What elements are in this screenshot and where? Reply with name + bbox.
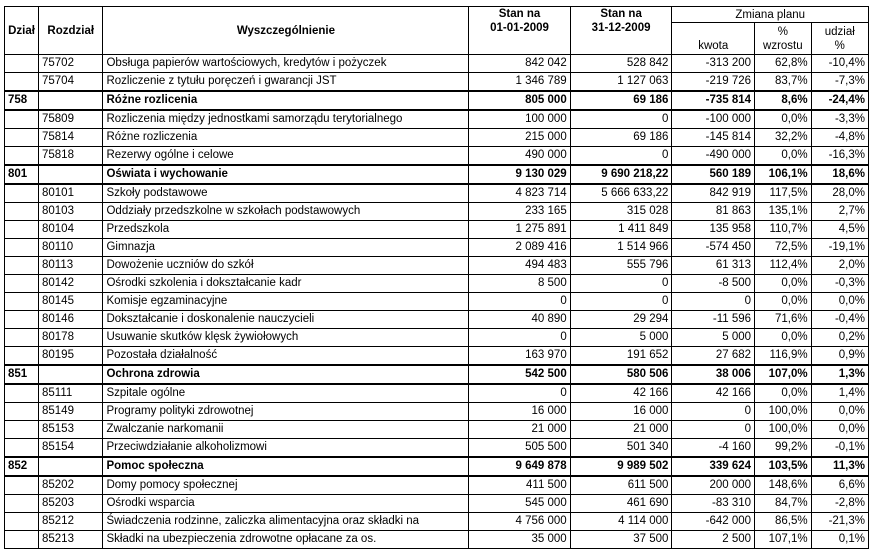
cell-dzial [5, 329, 39, 347]
cell-proc-wzrostu: 148,6% [755, 476, 812, 495]
cell-stan-koniec: 580 506 [570, 365, 672, 384]
cell-stan-koniec: 5 666 633,22 [570, 184, 672, 203]
table-header [5, 7, 869, 55]
cell-udzial: 6,6% [811, 476, 868, 495]
table-row [5, 129, 869, 147]
cell-stan-koniec: 5 000 [570, 329, 672, 347]
cell-name: Pomoc społeczna [103, 457, 469, 476]
cell-kwota: 339 624 [672, 457, 755, 476]
cell-kwota: -219 726 [672, 73, 755, 92]
cell-stan-poczatek: 411 500 [469, 476, 570, 495]
cell-stan-poczatek: 16 000 [469, 403, 570, 421]
cell-stan-poczatek: 100 000 [469, 110, 570, 129]
cell-name: Szpitale ogólne [103, 384, 469, 403]
cell-dzial [5, 293, 39, 311]
cell-udzial: 28,0% [811, 184, 868, 203]
budget-table [4, 6, 869, 549]
cell-udzial: 0,9% [811, 347, 868, 366]
header-zmiana-planu: Zmiana planu [672, 7, 869, 23]
table-row [5, 203, 869, 221]
cell-name: Ośrodki szkolenia i dokształcanie kadr [103, 275, 469, 293]
table-row [5, 476, 869, 495]
cell-udzial: -7,3% [811, 73, 868, 92]
cell-udzial: -0,4% [811, 311, 868, 329]
cell-udzial: -4,8% [811, 129, 868, 147]
cell-stan-koniec: 555 796 [570, 257, 672, 275]
cell-kwota: -642 000 [672, 513, 755, 531]
cell-stan-poczatek: 8 500 [469, 275, 570, 293]
cell-stan-poczatek: 9 649 878 [469, 457, 570, 476]
cell-rozdzial: 80110 [38, 239, 103, 257]
table-row [5, 531, 869, 549]
header-udzial-line2: % [834, 39, 845, 52]
cell-proc-wzrostu: 112,4% [755, 257, 812, 275]
cell-name: Dowożenie uczniów do szkół [103, 257, 469, 275]
cell-udzial: 0,0% [811, 403, 868, 421]
cell-rozdzial: 75702 [38, 55, 103, 73]
cell-name: Komisje egzaminacyjne [103, 293, 469, 311]
cell-proc-wzrostu: 107,1% [755, 531, 812, 549]
cell-dzial [5, 347, 39, 366]
cell-stan-poczatek: 35 000 [469, 531, 570, 549]
cell-stan-koniec: 29 294 [570, 311, 672, 329]
cell-proc-wzrostu: 100,0% [755, 403, 812, 421]
cell-kwota: 61 313 [672, 257, 755, 275]
section-row [5, 165, 869, 184]
cell-kwota: -145 814 [672, 129, 755, 147]
table-row [5, 239, 869, 257]
cell-udzial: 2,0% [811, 257, 868, 275]
cell-stan-poczatek: 490 000 [469, 147, 570, 166]
cell-udzial: 0,2% [811, 329, 868, 347]
cell-rozdzial: 80101 [38, 184, 103, 203]
cell-udzial: 1,3% [811, 365, 868, 384]
cell-rozdzial: 80146 [38, 311, 103, 329]
header-proc-wzrostu [755, 23, 812, 55]
cell-kwota: 0 [672, 293, 755, 311]
cell-stan-poczatek: 1 346 789 [469, 73, 570, 92]
cell-stan-poczatek: 842 042 [469, 55, 570, 73]
cell-rozdzial: 85212 [38, 513, 103, 531]
cell-udzial: 1,4% [811, 384, 868, 403]
cell-name: Rezerwy ogólne i celowe [103, 147, 469, 166]
cell-stan-poczatek: 0 [469, 384, 570, 403]
cell-name: Przeciwdziałanie alkoholizmowi [103, 439, 469, 458]
cell-name: Domy pomocy społecznej [103, 476, 469, 495]
cell-stan-koniec: 0 [570, 293, 672, 311]
header-stan-poczatek-line1: Stan na [498, 8, 541, 20]
cell-kwota: 2 500 [672, 531, 755, 549]
cell-stan-koniec: 0 [570, 110, 672, 129]
header-rozdzial: Rozdział [38, 7, 103, 55]
cell-rozdzial [38, 91, 103, 110]
cell-kwota: -8 500 [672, 275, 755, 293]
cell-name: Pozostała działalność [103, 347, 469, 366]
cell-proc-wzrostu: 71,6% [755, 311, 812, 329]
cell-udzial: 4,5% [811, 221, 868, 239]
cell-proc-wzrostu: 0,0% [755, 384, 812, 403]
cell-proc-wzrostu: 106,1% [755, 165, 812, 184]
header-stan-koniec [570, 7, 672, 55]
header-proc-wzrostu-line2: wzrostu [763, 39, 803, 52]
cell-rozdzial: 85202 [38, 476, 103, 495]
cell-stan-koniec: 0 [570, 147, 672, 166]
header-wyszczegolnienie: Wyszczególnienie [103, 7, 469, 55]
table-row [5, 329, 869, 347]
cell-dzial: 852 [5, 457, 39, 476]
cell-name: Świadczenia rodzinne, zaliczka alimentacyjna oraz składki na [103, 513, 469, 531]
cell-rozdzial: 75814 [38, 129, 103, 147]
cell-kwota: 27 682 [672, 347, 755, 366]
cell-rozdzial: 85213 [38, 531, 103, 549]
table-row [5, 439, 869, 458]
cell-udzial: -10,4% [811, 55, 868, 73]
cell-kwota: 135 958 [672, 221, 755, 239]
cell-stan-poczatek: 505 500 [469, 439, 570, 458]
cell-name: Przedszkola [103, 221, 469, 239]
table-row [5, 275, 869, 293]
cell-stan-poczatek: 4 823 714 [469, 184, 570, 203]
table-row [5, 421, 869, 439]
table-row [5, 221, 869, 239]
cell-stan-koniec: 315 028 [570, 203, 672, 221]
header-proc-wzrostu-line1: % [777, 25, 788, 38]
cell-rozdzial: 80103 [38, 203, 103, 221]
cell-stan-poczatek: 545 000 [469, 495, 570, 513]
cell-dzial [5, 531, 39, 549]
cell-proc-wzrostu: 86,5% [755, 513, 812, 531]
cell-dzial [5, 311, 39, 329]
cell-proc-wzrostu: 99,2% [755, 439, 812, 458]
header-stan-koniec-line1: Stan na [600, 8, 642, 20]
cell-stan-koniec: 37 500 [570, 531, 672, 549]
cell-rozdzial: 75809 [38, 110, 103, 129]
header-udzial-line1: udział [824, 25, 855, 38]
cell-dzial [5, 495, 39, 513]
table-row [5, 257, 869, 275]
cell-rozdzial: 75818 [38, 147, 103, 166]
cell-rozdzial: 75704 [38, 73, 103, 92]
cell-name: Programy polityki zdrowotnej [103, 403, 469, 421]
cell-stan-koniec: 9 690 218,22 [570, 165, 672, 184]
cell-name: Zwalczanie narkomanii [103, 421, 469, 439]
cell-stan-poczatek: 4 756 000 [469, 513, 570, 531]
cell-proc-wzrostu: 62,8% [755, 55, 812, 73]
cell-udzial: -3,3% [811, 110, 868, 129]
cell-stan-poczatek: 9 130 029 [469, 165, 570, 184]
cell-udzial: -24,4% [811, 91, 868, 110]
cell-dzial [5, 513, 39, 531]
cell-name: Obsługa papierów wartościowych, kredytów i pożyczek [103, 55, 469, 73]
cell-kwota: -735 814 [672, 91, 755, 110]
cell-stan-koniec: 4 114 000 [570, 513, 672, 531]
cell-kwota: -313 200 [672, 55, 755, 73]
cell-name: Rozliczenia między jednostkami samorządu terytorialnego [103, 110, 469, 129]
cell-stan-poczatek: 215 000 [469, 129, 570, 147]
cell-stan-poczatek: 163 970 [469, 347, 570, 366]
cell-udzial: 2,7% [811, 203, 868, 221]
cell-kwota: -83 310 [672, 495, 755, 513]
cell-kwota: -574 450 [672, 239, 755, 257]
cell-kwota: 842 919 [672, 184, 755, 203]
table-row [5, 311, 869, 329]
section-row [5, 365, 869, 384]
cell-rozdzial: 85154 [38, 439, 103, 458]
cell-proc-wzrostu: 0,0% [755, 147, 812, 166]
cell-stan-koniec: 21 000 [570, 421, 672, 439]
cell-dzial: 801 [5, 165, 39, 184]
cell-stan-poczatek: 21 000 [469, 421, 570, 439]
header-dzial: Dział [5, 7, 39, 55]
cell-kwota: -100 000 [672, 110, 755, 129]
cell-name: Usuwanie skutków klęsk żywiołowych [103, 329, 469, 347]
cell-rozdzial: 85203 [38, 495, 103, 513]
cell-kwota: -11 596 [672, 311, 755, 329]
cell-stan-koniec: 1 514 966 [570, 239, 672, 257]
cell-name: Oświata i wychowanie [103, 165, 469, 184]
cell-proc-wzrostu: 116,9% [755, 347, 812, 366]
table-row [5, 73, 869, 92]
cell-dzial [5, 73, 39, 92]
cell-stan-koniec: 0 [570, 275, 672, 293]
cell-stan-poczatek: 2 089 416 [469, 239, 570, 257]
table-row [5, 403, 869, 421]
cell-name: Ośrodki wsparcia [103, 495, 469, 513]
cell-name: Różne rozliczenia [103, 129, 469, 147]
cell-kwota: 560 189 [672, 165, 755, 184]
cell-stan-poczatek: 494 483 [469, 257, 570, 275]
cell-proc-wzrostu: 0,0% [755, 329, 812, 347]
header-stan-koniec-line2: 31-12-2009 [591, 22, 651, 34]
cell-name: Oddziały przedszkolne w szkołach podstawowych [103, 203, 469, 221]
cell-stan-poczatek: 233 165 [469, 203, 570, 221]
table-row [5, 347, 869, 366]
cell-dzial [5, 257, 39, 275]
cell-rozdzial: 80178 [38, 329, 103, 347]
cell-dzial [5, 203, 39, 221]
cell-stan-koniec: 1 411 849 [570, 221, 672, 239]
cell-rozdzial: 85153 [38, 421, 103, 439]
cell-kwota: 5 000 [672, 329, 755, 347]
cell-proc-wzrostu: 0,0% [755, 110, 812, 129]
cell-dzial [5, 184, 39, 203]
cell-dzial [5, 239, 39, 257]
cell-kwota: 0 [672, 403, 755, 421]
cell-proc-wzrostu: 110,7% [755, 221, 812, 239]
table-row [5, 147, 869, 166]
header-stan-poczatek-line2: 01-01-2009 [490, 22, 549, 34]
table-body [5, 55, 869, 549]
cell-proc-wzrostu: 117,5% [755, 184, 812, 203]
cell-proc-wzrostu: 100,0% [755, 421, 812, 439]
cell-name: Składki na ubezpieczenia zdrowotne opłacane za os. [103, 531, 469, 549]
cell-rozdzial: 85149 [38, 403, 103, 421]
cell-kwota: -490 000 [672, 147, 755, 166]
cell-dzial [5, 439, 39, 458]
cell-udzial: -0,3% [811, 275, 868, 293]
cell-rozdzial [38, 457, 103, 476]
cell-dzial: 851 [5, 365, 39, 384]
cell-dzial [5, 147, 39, 166]
cell-name: Dokształcanie i doskonalenie nauczycieli [103, 311, 469, 329]
cell-dzial [5, 221, 39, 239]
cell-name: Szkoły podstawowe [103, 184, 469, 203]
cell-proc-wzrostu: 0,0% [755, 275, 812, 293]
cell-proc-wzrostu: 32,2% [755, 129, 812, 147]
cell-kwota: 81 863 [672, 203, 755, 221]
cell-stan-koniec: 16 000 [570, 403, 672, 421]
cell-stan-poczatek: 40 890 [469, 311, 570, 329]
cell-dzial [5, 275, 39, 293]
cell-proc-wzrostu: 8,6% [755, 91, 812, 110]
cell-proc-wzrostu: 103,5% [755, 457, 812, 476]
cell-name: Różne rozlicenia [103, 91, 469, 110]
cell-stan-poczatek: 0 [469, 329, 570, 347]
cell-stan-poczatek: 542 500 [469, 365, 570, 384]
cell-udzial: 0,1% [811, 531, 868, 549]
cell-stan-poczatek: 1 275 891 [469, 221, 570, 239]
header-kwota: kwota [672, 23, 755, 55]
cell-dzial [5, 129, 39, 147]
cell-stan-koniec: 461 690 [570, 495, 672, 513]
cell-udzial: 0,0% [811, 293, 868, 311]
cell-stan-koniec: 1 127 063 [570, 73, 672, 92]
cell-dzial: 758 [5, 91, 39, 110]
cell-udzial: -19,1% [811, 239, 868, 257]
cell-udzial: -0,1% [811, 439, 868, 458]
table-row [5, 55, 869, 73]
cell-dzial [5, 476, 39, 495]
cell-rozdzial: 80142 [38, 275, 103, 293]
cell-udzial: -16,3% [811, 147, 868, 166]
cell-name: Ochrona zdrowia [103, 365, 469, 384]
cell-rozdzial: 80145 [38, 293, 103, 311]
cell-proc-wzrostu: 107,0% [755, 365, 812, 384]
cell-proc-wzrostu: 135,1% [755, 203, 812, 221]
cell-stan-koniec: 611 500 [570, 476, 672, 495]
cell-rozdzial: 80113 [38, 257, 103, 275]
cell-udzial: 0,0% [811, 421, 868, 439]
cell-stan-koniec: 69 186 [570, 129, 672, 147]
cell-udzial: -2,8% [811, 495, 868, 513]
cell-stan-poczatek: 805 000 [469, 91, 570, 110]
cell-dzial [5, 403, 39, 421]
cell-proc-wzrostu: 0,0% [755, 293, 812, 311]
cell-kwota: 38 006 [672, 365, 755, 384]
table-row [5, 495, 869, 513]
cell-stan-koniec: 9 989 502 [570, 457, 672, 476]
cell-kwota: -4 160 [672, 439, 755, 458]
cell-kwota: 200 000 [672, 476, 755, 495]
cell-proc-wzrostu: 83,7% [755, 73, 812, 92]
cell-rozdzial: 85111 [38, 384, 103, 403]
cell-dzial [5, 421, 39, 439]
cell-stan-koniec: 42 166 [570, 384, 672, 403]
cell-stan-koniec: 528 842 [570, 55, 672, 73]
header-udzial [811, 23, 868, 55]
cell-udzial: -21,3% [811, 513, 868, 531]
cell-rozdzial [38, 365, 103, 384]
table-row [5, 184, 869, 203]
table-row [5, 513, 869, 531]
section-row [5, 457, 869, 476]
cell-kwota: 0 [672, 421, 755, 439]
header-stan-poczatek [469, 7, 570, 55]
cell-udzial: 18,6% [811, 165, 868, 184]
cell-stan-koniec: 191 652 [570, 347, 672, 366]
cell-stan-koniec: 69 186 [570, 91, 672, 110]
cell-name: Gimnazja [103, 239, 469, 257]
cell-rozdzial [38, 165, 103, 184]
cell-stan-poczatek: 0 [469, 293, 570, 311]
cell-rozdzial: 80104 [38, 221, 103, 239]
cell-kwota: 42 166 [672, 384, 755, 403]
cell-dzial [5, 55, 39, 73]
cell-dzial [5, 110, 39, 129]
table-row [5, 384, 869, 403]
cell-proc-wzrostu: 72,5% [755, 239, 812, 257]
cell-proc-wzrostu: 84,7% [755, 495, 812, 513]
table-row [5, 293, 869, 311]
section-row [5, 91, 869, 110]
cell-stan-koniec: 501 340 [570, 439, 672, 458]
table-row [5, 110, 869, 129]
cell-rozdzial: 80195 [38, 347, 103, 366]
cell-name: Rozliczenie z tytułu poręczeń i gwarancji JST [103, 73, 469, 92]
cell-udzial: 11,3% [811, 457, 868, 476]
cell-dzial [5, 384, 39, 403]
